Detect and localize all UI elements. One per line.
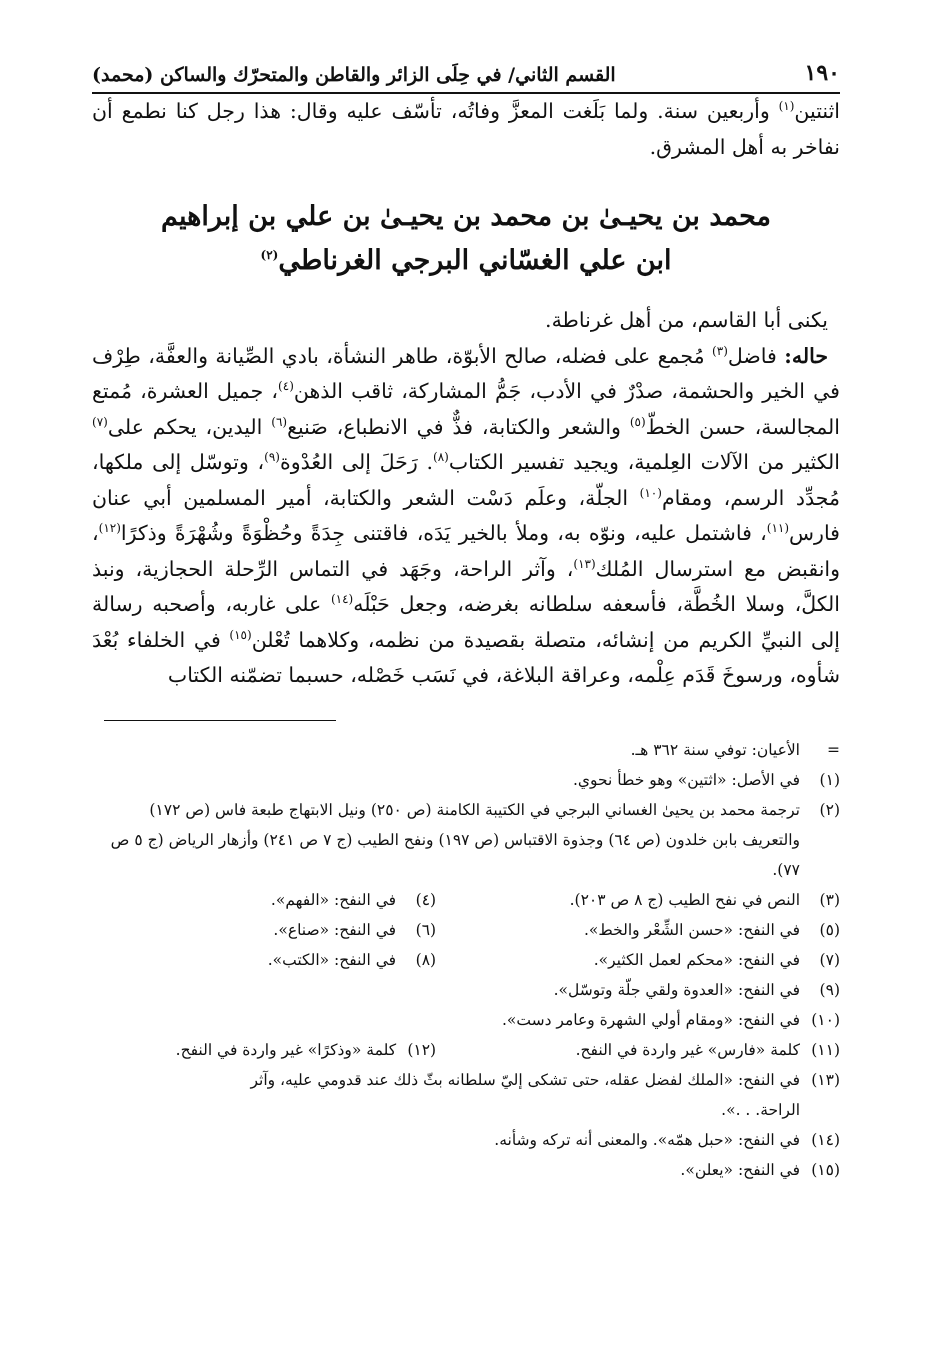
footnote-4: (٤) في النفح: «الفهم». — [270, 890, 437, 909]
footnote-6: (٦) في النفح: «صناع». — [273, 920, 437, 939]
section-label: حاله: — [784, 343, 829, 368]
footnotes — [92, 735, 840, 1185]
biography-text: في الخلفاء بُعْدَ شأوه، ورسوخَ قَدَم عِلْمه، وعراقة البلاغة، في نَسَب خَصْله، حسبما تضمّنه الكتاب — [92, 627, 840, 687]
running-header — [92, 60, 840, 94]
running-title: القسم الثاني/ في حِلَى الزائر والقاطن والمتحرّك والساكن (محمد) — [92, 64, 616, 86]
footnote-separator — [104, 720, 336, 721]
entry-title — [92, 195, 840, 283]
footnote-13: (١٣) في النفح: «الملك لفضل عقله، حتى تشكى إليّ سلطانه بثّ ذلك عند قدومي عليه، وآثر — [250, 1070, 840, 1089]
biography-text: فاضل — [727, 343, 785, 368]
intro-text-end: وأربعين سنة. ولما بَلَغت المعزَّ وفاتُه، تأسّف عليه وقال: هذا رجل كنا نطمع أن نفاخر به أهل المشرق. — [92, 99, 840, 159]
intro-text-start: اثنتين — [794, 99, 840, 123]
biography-text: ، جميل العشرة، مُمتع المجالسة، حسن الخطّ — [92, 379, 840, 439]
biography-text: . رَحَلَ إلى العُدْوة — [279, 450, 433, 474]
book-page — [92, 60, 840, 1185]
footnote-9: (٩) في النفح: «العدوة ولقي جلّة وتوسّل». — [553, 980, 840, 999]
footnote-ref[interactable]: (١) — [778, 99, 795, 114]
kunya-line: يكنى أبا القاسم، من أهل غرناطة. — [545, 308, 828, 332]
footnote-pair — [92, 945, 840, 975]
footnote-1: (١) في الأصل: «اثتين» وهو خطأ نحوي. — [572, 770, 840, 789]
footnote-2: (٢) ترجمة محمد بن يحيىٰ الغساني البرجي في الكتيبة الكامنة (ص ٢٥٠) ونيل الابتهاج طبعة فاس (ص ١٧٢) والتعريف بابن خلدون (ص ٦٤) وجذوة الاقتباس (ص ١٩٧) ونفح الطيب (ج ٧ ص ٢٤١) وأزهار الرياض (ج ٥ ص ٧٧). — [110, 800, 840, 879]
biography-text: ، وتوسّل إلى ملكها، مُجدِّد الرسم، ومقام — [92, 450, 840, 510]
biography-text: ، فاشتمل عليه، ونوّه به، وملأ بالخير يَدَه، فاقتنى جِدَةً وحُظْوَةً وشُهْرَةً وذكرًا — [120, 521, 767, 545]
footnote-10: (١٠) في النفح: «ومقام أولي الشهرة وعامر دست». — [501, 1010, 840, 1029]
biography-text: على غاربه، وأصحبه رسالة إلى النبيِّ الكريم من إنشائه، متصلة بقصيدة من نظمه، وكلاهما تُعْلن — [92, 592, 840, 652]
footnote-ref[interactable]: (٧) — [92, 414, 108, 429]
footnote-ref[interactable]: (١٠) — [639, 485, 662, 500]
footnote-14: (١٤) في النفح: «حبل همّه». والمعنى أنه تركه وشأنه. — [494, 1130, 840, 1149]
footnote-ref[interactable]: (١٣) — [573, 556, 596, 571]
footnote-5: (٥) في النفح: «حسن الشِّعْر والخط». — [583, 920, 840, 939]
footnote-3: (٣) النص في نفح الطيب (ج ٨ ص ٢٠٣). — [569, 890, 840, 909]
footnote-pair — [92, 885, 840, 915]
biography-text: مُجمع على فضله، صالح الأبوّة، طاهر النشأة، بادي الصِّيانة والعفَّة، طِرْف في الخير والحشمة، صدْرٌ في الأدب، جَمُّ المشاركة، ثاقب الذهن — [92, 343, 840, 403]
footnote-8: (٨) في النفح: «الكتب». — [267, 950, 437, 969]
biography-text: ، وانقبض مع استرسال المُلك — [92, 521, 840, 581]
footnote-ref[interactable]: (٣) — [712, 343, 728, 358]
entry-title-line-1: محمد بن يحيـىٰ بن محمد بن يحيـىٰ بن علي بن إبراهيم — [160, 201, 772, 232]
page-number: ١٩٠ — [804, 60, 840, 86]
entry-title-line-2-text: ابن علي الغسّاني البرجي الغرناطي — [278, 245, 672, 276]
biography-paragraph — [92, 339, 840, 694]
biography-text: الجلّة، وعلَم دَسْت الشعر والكتابة، أمير المسلمين أبي عنان فارس — [92, 485, 840, 545]
footnote-13-continued: الراحة. . .». — [721, 1100, 800, 1119]
footnote-pair — [92, 1035, 840, 1065]
footnote-ref[interactable]: (١١) — [766, 521, 790, 536]
footnote-ref[interactable]: (٦) — [271, 414, 288, 429]
footnote-7: (٧) في النفح: «محكم لعمل الكثير». — [593, 950, 840, 969]
footnote-ref[interactable]: (٨) — [433, 450, 449, 465]
footnote-12: (١٢) كلمة «وذكرًا» غير واردة في النفح. — [175, 1040, 437, 1059]
footnote-ref[interactable]: (١٥) — [229, 627, 252, 642]
footnote-ref[interactable]: (٩) — [264, 450, 280, 465]
footnote-ref[interactable]: (٤) — [278, 379, 294, 394]
footnote-continued: = الأعيان: توفي سنة ٣٦٢ هـ. — [630, 740, 840, 759]
footnote-15: (١٥) في النفح: «يعلن». — [680, 1160, 840, 1179]
footnote-ref[interactable]: (١٢) — [98, 521, 121, 536]
biography-text: والشعر والكتابة، فذٌّ في الانطباع، صَنيع — [287, 414, 630, 439]
biography-text: اليدين، يحكم على — [107, 414, 272, 439]
footnote-ref[interactable]: (٥) — [629, 414, 646, 429]
footnote-11: (١١) كلمة «فارس» غير واردة في النفح. — [575, 1040, 840, 1059]
intro-paragraph — [92, 94, 840, 165]
footnote-ref[interactable]: (١٤) — [330, 592, 354, 607]
entry-title-line-2 — [92, 239, 840, 283]
biography-text: ، وآثر الراحة، وجَهَد في التماس الرِّحلة الحجازية، ونبذ الكلَّ، وسلا الخُطَّة، فأسعفه سلطانه بغرضه، وجعل حَبْلَه — [92, 556, 840, 616]
biography-text: الكثير من الآلات العِلمية، ويجيد تفسير الكتاب — [448, 450, 840, 474]
footnote-pair — [92, 915, 840, 945]
footnote-ref[interactable]: (٢) — [260, 248, 279, 262]
